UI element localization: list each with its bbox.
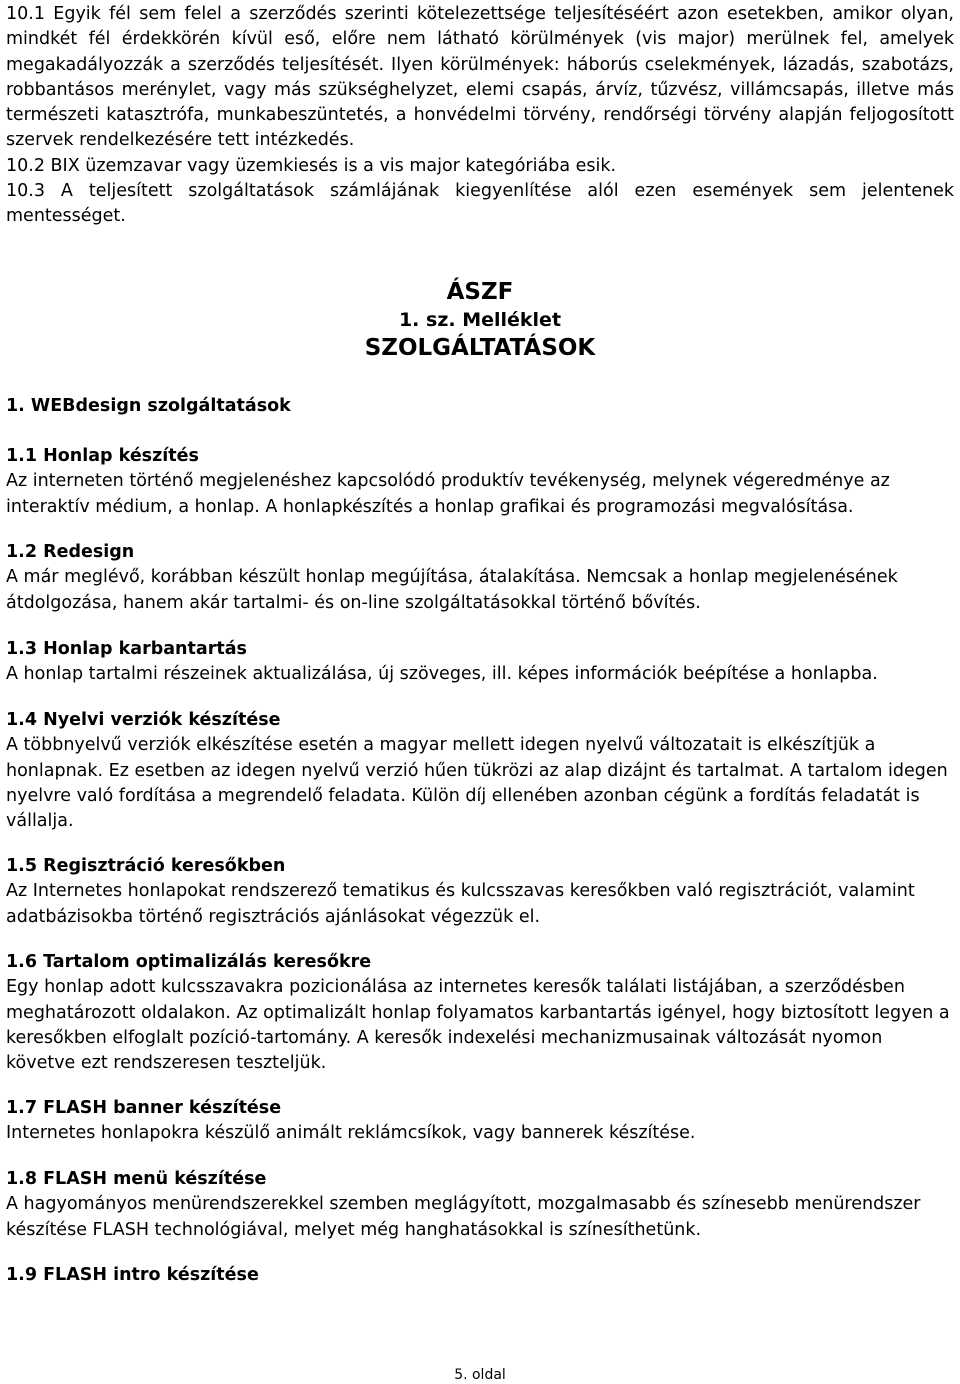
paragraph-10-3: 10.3 A teljesített szolgáltatások számlájának kiegyenlítése alól ezen események sem jelentenek mentességet. xyxy=(6,181,954,227)
item-title: 1.2 Redesign xyxy=(6,542,135,562)
item-1-7 xyxy=(6,1096,954,1147)
heading-melleklet: 1. sz. Melléklet xyxy=(398,309,562,331)
item-1-3 xyxy=(6,637,954,688)
item-text: Internetes honlapokra készülő animált reklámcsíkok, vagy bannerek készítése. xyxy=(6,1123,696,1144)
item-title: 1.6 Tartalom optimalizálás keresőkre xyxy=(6,952,372,972)
item-title: 1.5 Regisztráció keresőkben xyxy=(6,856,286,876)
item-text: A honlap tartalmi részeinek aktualizálása, új szöveges, ill. képes információk beépítése a honlapba. xyxy=(6,664,878,685)
section-title: 1. WEBdesign szolgáltatások xyxy=(6,396,291,416)
item-1-8 xyxy=(6,1167,954,1243)
heading-szolgaltatasok: SZOLGÁLTATÁSOK xyxy=(364,335,596,361)
item-title: 1.4 Nyelvi verziók készítése xyxy=(6,710,281,730)
item-1-6 xyxy=(6,950,954,1076)
item-1-1 xyxy=(6,444,954,520)
item-text: A már meglévő, korábban készült honlap megújítása, átalakítása. Nemcsak a honlap megjelenésének átdolgozása, hanem akár tartalmi- és on-line szolgáltatásokkal történő bővítés. xyxy=(6,567,898,613)
item-title: 1.9 FLASH intro készítése xyxy=(6,1265,259,1285)
item-title: 1.1 Honlap készítés xyxy=(6,446,199,466)
item-title: 1.7 FLASH banner készítése xyxy=(6,1098,282,1118)
item-text: Egy honlap adott kulcsszavakra pozicionálása az internetes keresők találati listájában, a szerződésben meghatározott oldalakon. Az optimalizált honlap folyamatos karbantartás igényel, hogy biztosított legyen a keresőkben elfoglalt pozíció-tartomány. A keresők indexelési mechanizmusainak változását nyomon követve ezt rendszeresen teszteljük. xyxy=(6,977,950,1074)
paragraph-10-1: 10.1 Egyik fél sem felel a szerződés szerinti kötelezettsége teljesítéséért azon esetekben, amikor olyan, mindkét fél érdekkörén kívül eső, előre nem látható körülmények (vis major) merülnek fel, amelyek megakadályozzák a szerződés teljesítését. Ilyen körülmények: háborús cselekmények, lázadás, szabotázs, robbantásos merénylet, vagy más szükséghelyzet, elemi csapás, árvíz, tűzvész, villámcsapás, illetve más természeti katasztrófa, munkabeszüntetés, a honvédelmi törvény, rendőrségi törvény alapján feljogosított szervek rendelkezésére tett intézkedés. xyxy=(6,4,954,151)
item-text: Az Internetes honlapokat rendszerező tematikus és kulcsszavas keresőkben való regisztrációt, valamint adatbázisokba történő regisztrációs ajánlásokat végezzük el. xyxy=(6,881,915,927)
item-title: 1.8 FLASH menü készítése xyxy=(6,1169,267,1189)
item-1-5 xyxy=(6,854,954,930)
item-1-2 xyxy=(6,540,954,616)
item-text: A többnyelvű verziók elkészítése esetén a magyar mellett idegen nyelvű változatait is elkészítjük a honlapnak. Ez esetben az idegen nyelvű verzió hűen tükrözi az alap dizájnt és tartalmat. A tartalom idegen nyelvre való fordítása a megrendelő feladata. Külön díj ellenében azonban cégünk a fordítás feladatát is vállalja. xyxy=(6,735,948,832)
item-text: A hagyományos menürendszerekkel szemben meglágyított, mozgalmasabb és színesebb menürendszer készítése FLASH technológiával, melyet még hanghatásokkal is színesíthetünk. xyxy=(6,1194,921,1240)
paragraph-10-2: 10.2 BIX üzemzavar vagy üzemkiesés is a vis major kategóriába esik. xyxy=(6,156,617,176)
item-1-4 xyxy=(6,708,954,834)
heading-aszf: ÁSZF xyxy=(446,279,514,305)
item-title: 1.3 Honlap karbantartás xyxy=(6,639,247,659)
item-text: Az interneten történő megjelenéshez kapcsolódó produktív tevékenység, melynek végeredménye az interaktív médium, a honlap. A honlapkészítés a honlap grafikai és programozási megvalósítása. xyxy=(6,471,890,517)
page-number: 5. oldal xyxy=(454,1367,506,1383)
item-1-9 xyxy=(6,1263,954,1288)
